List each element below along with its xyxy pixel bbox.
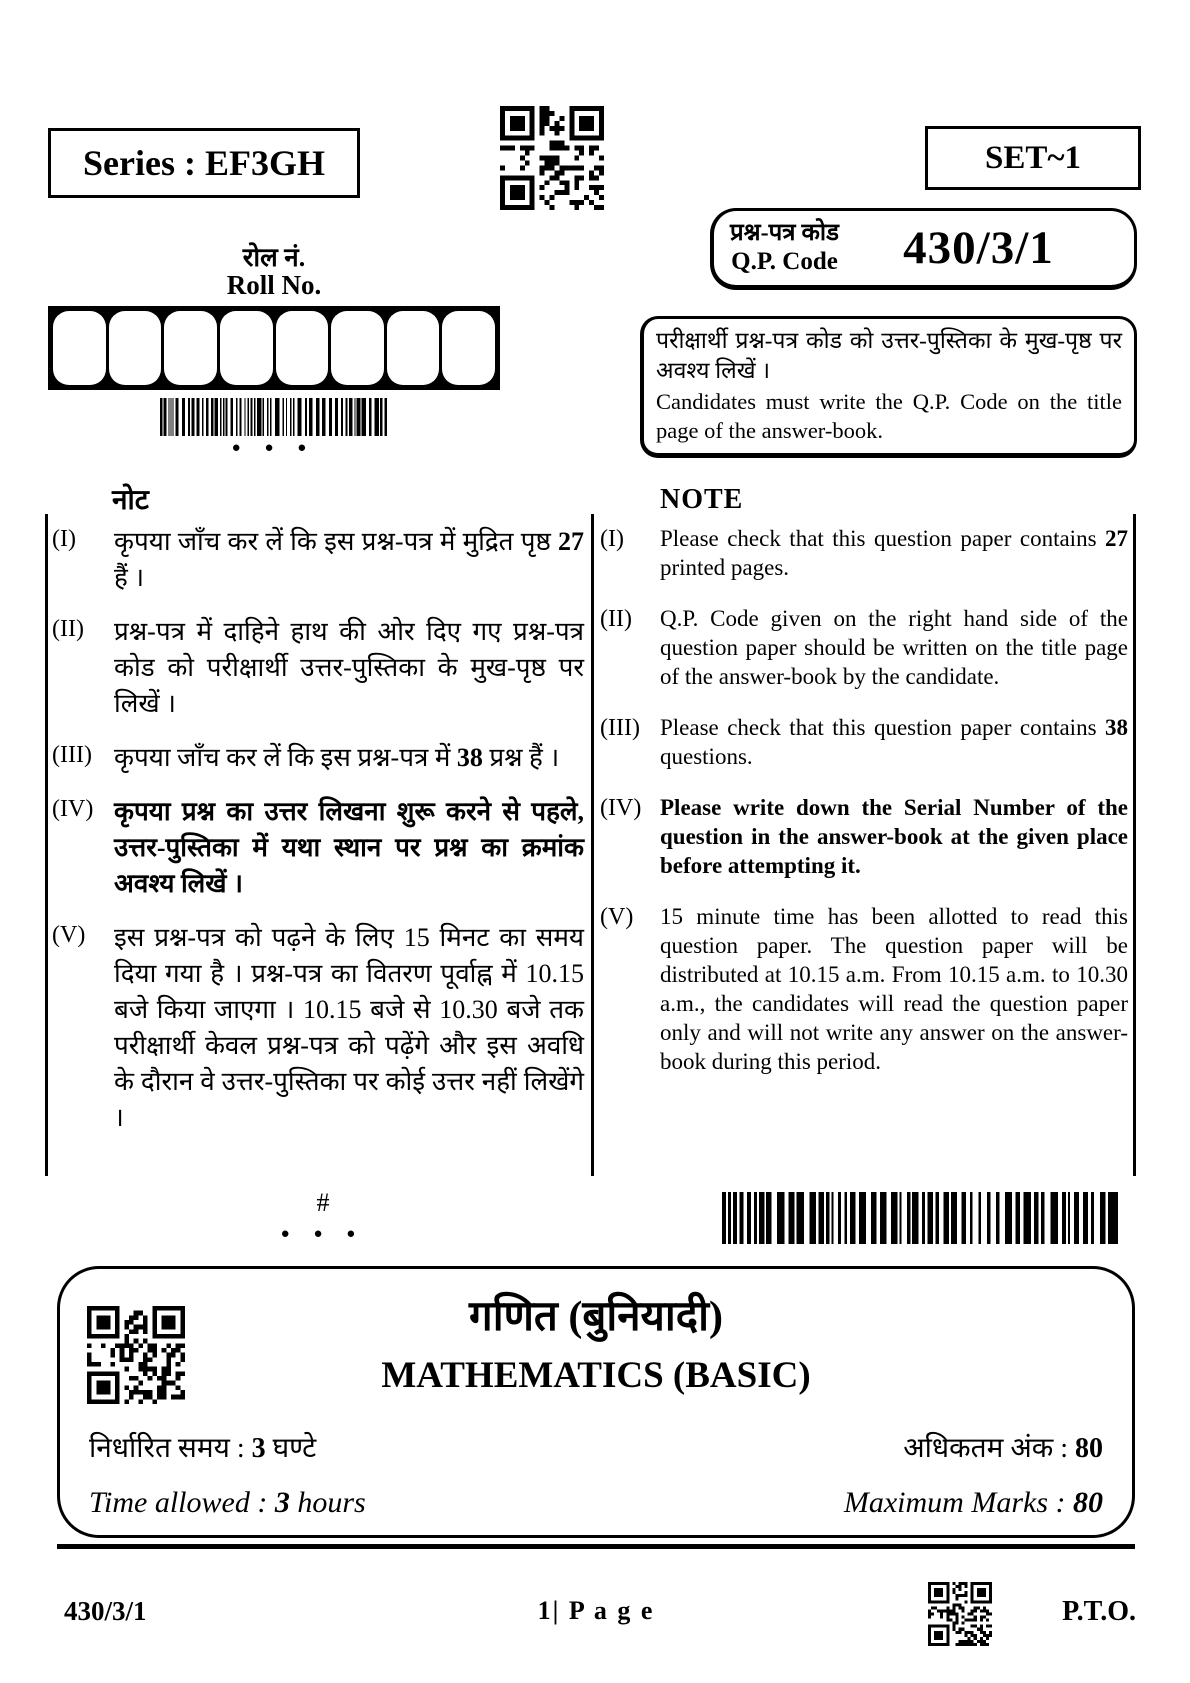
qp-code-labels (730, 219, 839, 278)
subject-title-hindi: गणित (बुनियादी) (469, 1294, 723, 1340)
footer-qp-code: 430/3/1 (64, 1596, 147, 1626)
time-allowed-hindi: निर्धारित समय : 3 घण्टे (89, 1433, 317, 1464)
dots-separator: ● ● ● (231, 440, 317, 456)
note-item-text: Please write down the Serial Number of the question in the answer-book at the given place before attempting it. (660, 795, 1128, 878)
time-allowed-english: Time allowed : 3 hours (89, 1486, 366, 1519)
series-label: Series : EF3GH (83, 143, 325, 183)
qp-code-label-english: Q.P. Code (731, 248, 838, 276)
note-heading-english: NOTE (660, 484, 744, 515)
qp-instruction-english: Candidates must write the Q.P. Code on the title page of the answer-book. (656, 388, 1122, 443)
column-rule-right (1133, 514, 1136, 1176)
roll-number-cell (53, 311, 106, 385)
series-box (48, 128, 360, 198)
note-item-label: (IV) (52, 796, 94, 822)
note-item-label: (II) (600, 606, 632, 632)
note-item-label: (III) (52, 742, 92, 768)
qp-code-value: 430/3/1 (903, 222, 1054, 274)
hash-mark: # (316, 1188, 330, 1217)
qp-instruction-hindi: परीक्षार्थी प्रश्न-पत्र कोड को उत्तर-पुस्तिका के मुख-पृष्ठ पर अवश्य लिखें । (656, 328, 1122, 384)
note-item (600, 604, 1128, 691)
roll-number-cell (331, 311, 384, 385)
note-item-text: इस प्रश्न-पत्र को पढ़ने के लिए 15 मिनट का समय दिया गया है । प्रश्न-पत्र का वितरण पूर्वाह्न में 10.15 बजे किया जाएगा । 10.15 बजे से 10.30 बजे तक परीक्षार्थी केवल प्रश्न-पत्र को पढ़ेंगे और इस अवधि के दौरान वे उत्तर-पुस्तिका पर कोई उत्तर नहीं लिखेंगे । (114, 923, 584, 1132)
note-item-label: (I) (600, 526, 624, 552)
note-heading-hindi: नोट (112, 485, 149, 516)
roll-number-cell (220, 311, 273, 385)
note-item (600, 524, 1128, 582)
note-item-text: Please check that this question paper contains 27 printed pages. (660, 526, 1128, 580)
roll-number-label-english: Roll No. (226, 270, 322, 300)
note-item-text: कृपया प्रश्न का उत्तर लिखना शुरू करने से पहले, उत्तर-पुस्तिका में यथा स्थान पर प्रश्न का क्रमांक अवश्य लिखें । (114, 797, 584, 898)
qr-code-icon (500, 106, 604, 210)
footer-page-number: 1| P a g e (537, 1596, 655, 1625)
subject-title-english: MATHEMATICS (BASIC) (381, 1355, 811, 1396)
maximum-marks-english: Maximum Marks : 80 (843, 1486, 1103, 1519)
column-rule-center (591, 514, 594, 1176)
set-number-label: SET~1 (984, 139, 1082, 176)
roll-number-label-hindi: रोल नं. (242, 243, 306, 272)
subject-meta-english (89, 1486, 1103, 1520)
note-item-text: Please check that this question paper contains 38 questions. (660, 715, 1128, 769)
note-item-text: Q.P. Code given on the right hand side of the question paper should be written on the title page of the answer-book by the candidate. (660, 606, 1128, 689)
dots-separator: ● ● ● (280, 1226, 366, 1242)
note-item-label: (V) (600, 904, 634, 930)
note-item-text: कृपया जाँच कर लें कि इस प्रश्न-पत्र में 38 प्रश्न हैं । (114, 743, 560, 772)
footer-rule (57, 1544, 1135, 1549)
qp-instruction-box (640, 316, 1137, 458)
subject-meta-hindi (89, 1428, 1103, 1466)
notes-column-hindi (52, 524, 584, 1154)
note-item-text: प्रश्न-पत्र में दाहिने हाथ की ओर दिए गए प्रश्न-पत्र कोड को परीक्षार्थी उत्तर-पुस्तिका के मुख-पृष्ठ पर लिखें । (114, 617, 584, 718)
note-item-label: (III) (600, 715, 640, 741)
qp-code-label-hindi: प्रश्न-पत्र कोड (730, 219, 839, 246)
note-item (52, 740, 584, 776)
note-item-label: (V) (52, 922, 86, 948)
note-item (52, 524, 584, 596)
roll-number-cell (442, 311, 495, 385)
roll-number-grid (48, 306, 500, 390)
note-item (600, 902, 1128, 1076)
set-number-box (925, 126, 1141, 190)
roll-number-cell (164, 311, 217, 385)
qp-code-box (710, 208, 1137, 290)
note-item (52, 920, 584, 1136)
barcode-icon (160, 398, 388, 436)
column-rule-left (45, 514, 48, 1176)
note-item (52, 794, 584, 902)
note-item-label: (IV) (600, 795, 642, 821)
qr-code-icon (928, 1582, 992, 1646)
note-item (600, 713, 1128, 771)
roll-number-cell (276, 311, 329, 385)
note-item (600, 793, 1128, 880)
note-item-label: (I) (52, 526, 76, 552)
note-item (52, 614, 584, 722)
maximum-marks-hindi: अधिकतम अंक : 80 (903, 1433, 1103, 1464)
note-item-text: 15 minute time has been allotted to read this question paper. The question paper will be distributed at 10.15 a.m. From 10.15 a.m. to 10.30 a.m., the candidates will read the question paper only and will not write any answer on the answer-book during this period. (660, 904, 1128, 1074)
roll-number-cell (387, 311, 440, 385)
footer-pto-label: P.T.O. (1062, 1596, 1136, 1627)
note-item-text: कृपया जाँच कर लें कि इस प्रश्न-पत्र में मुद्रित पृष्ठ 27 हैं । (114, 527, 584, 592)
barcode-icon (722, 1192, 1120, 1244)
note-item-label: (II) (52, 616, 84, 642)
notes-column-english (600, 524, 1128, 1098)
roll-number-cell (109, 311, 162, 385)
